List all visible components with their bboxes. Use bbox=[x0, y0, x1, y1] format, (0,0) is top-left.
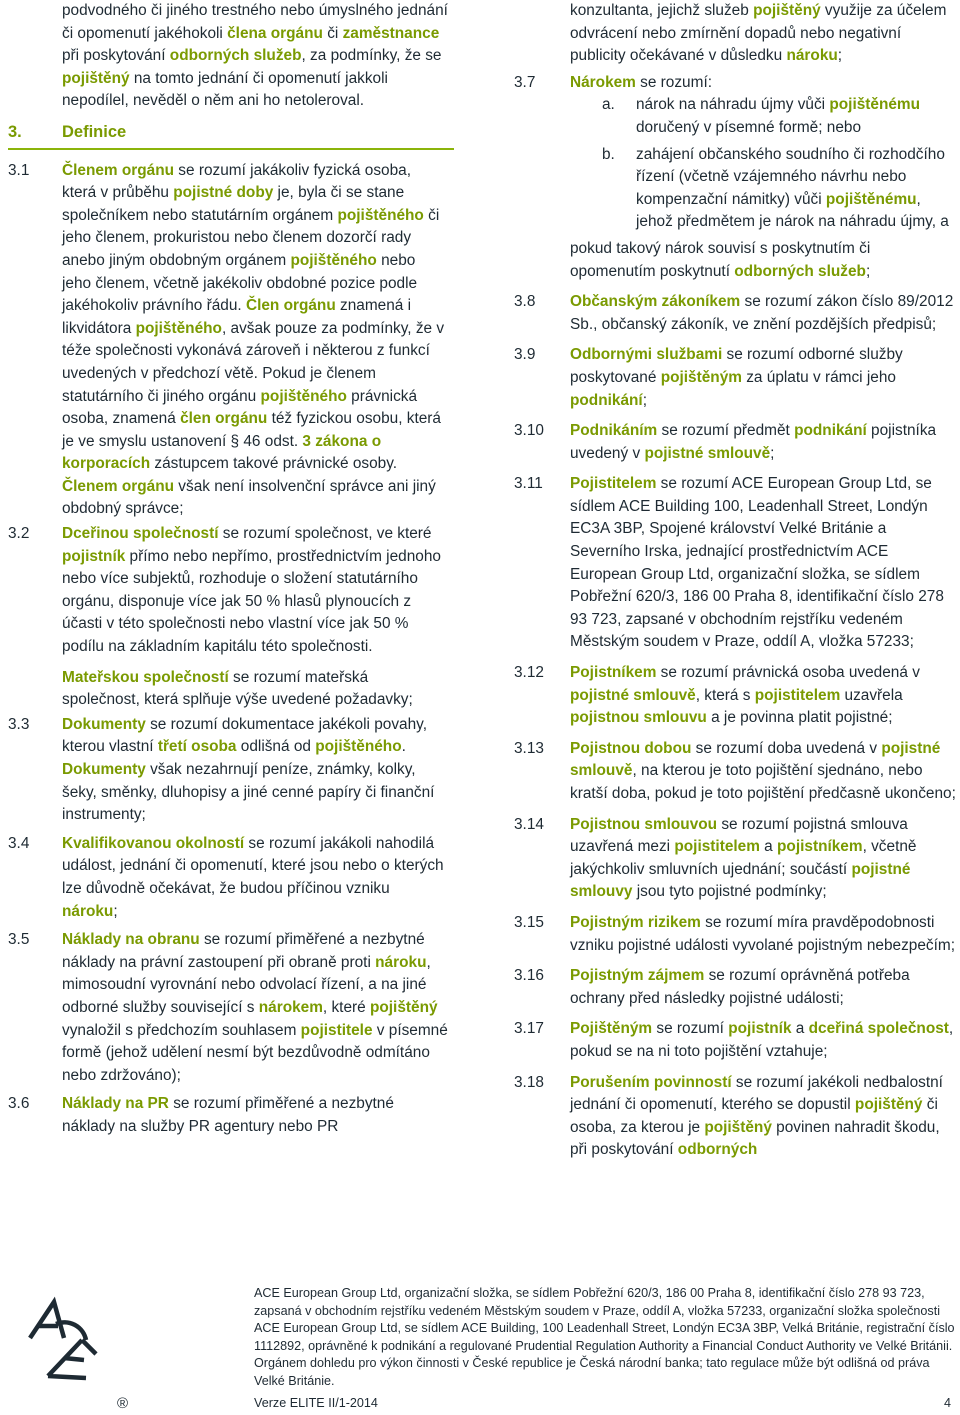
text-run: se rozumí oprávněná potřeba ochrany před následky pojistné události; bbox=[570, 967, 910, 1007]
defined-term: odborných služeb bbox=[169, 47, 302, 65]
defined-term: nároku bbox=[786, 47, 838, 65]
defined-term: Mateřskou společností bbox=[62, 668, 229, 686]
subitem-letter: b. bbox=[602, 145, 615, 163]
text-run: se rozumí dokumentace jakékoli povahy, kterou vlastní bbox=[62, 715, 427, 756]
item-number: 3.14 bbox=[514, 815, 544, 833]
definition-item bbox=[8, 1093, 448, 1138]
definition-item bbox=[514, 814, 956, 904]
defined-term: Pojištěným bbox=[570, 1020, 653, 1038]
text-run: , včetně jakýchkoliv smluvních ujednání; součástí bbox=[570, 838, 917, 878]
item-number: 3.11 bbox=[514, 475, 543, 493]
item-number: 3.1 bbox=[8, 161, 30, 179]
text-run: , na kterou je toto pojištění sjednáno, nebo kratší doba, pokud je toto pojištění předčasně ukončeno; bbox=[570, 762, 956, 802]
defined-term: Pojistníkem bbox=[570, 664, 657, 682]
defined-term: pojištěný bbox=[62, 69, 130, 87]
text-run: a bbox=[791, 1020, 809, 1038]
text-run: jsou tyto pojistné podmínky; bbox=[632, 883, 827, 901]
item-number: 3.16 bbox=[514, 967, 544, 985]
defined-term: zaměstnance bbox=[342, 24, 440, 42]
defined-term: Dokumenty bbox=[62, 761, 146, 778]
defined-term: Pojistnou smlouvou bbox=[570, 815, 718, 833]
text-run: nárok na náhradu újmy vůči bbox=[636, 96, 830, 114]
defined-term: pojistník bbox=[62, 547, 126, 565]
footer-company-info: ACE European Group Ltd, organizační složka, se sídlem Pobřežní 620/3, 186 00 Praha 8, identifikační číslo 278 93 723, zapsaná v obchodním rejstříku vedeném Městským soudem v Praze, oddíl A, vložka 57233, organizační složka společnosti ACE European Group Ltd, se sídlem ACE Building, 100 Leadenhall Street, Londýn EC3A 3BP, Velká Británie, registrační číslo 1112892, oprávněné k podnikání a regulované Prudential Regulation Authority a Financial Conduct Authority ve Velké Británii. Orgánem dohledu pro výkon činnosti v České republice je Česká národní banka; tato regulace může být odlišná od práva Velké Británie. bbox=[254, 1286, 955, 1388]
definition-item bbox=[514, 738, 956, 806]
item-number: 3.4 bbox=[8, 834, 30, 852]
text-run: právnická osoba, znamená bbox=[62, 387, 418, 428]
defined-term: pojištěného bbox=[260, 387, 347, 405]
defined-term: Náklady na PR bbox=[62, 1095, 169, 1113]
definition-item bbox=[514, 72, 956, 95]
item-3-7-tail bbox=[514, 238, 956, 283]
text-run: se rozumí odborné služby poskytované bbox=[570, 346, 903, 386]
item-text bbox=[570, 738, 956, 806]
section-heading bbox=[8, 121, 448, 144]
text-run: ; bbox=[865, 262, 871, 280]
text-run: však nezahrnují peníze, známky, kolky, šeky, směnky, dluhopisy a jiné cenné papíry či finanční instrumenty; bbox=[62, 761, 435, 824]
defined-term: Pojistnou dobou bbox=[570, 739, 692, 757]
definition-item bbox=[8, 160, 448, 522]
defined-term: Porušením povinností bbox=[570, 1073, 732, 1091]
defined-term: pojistné smlouvě bbox=[644, 444, 771, 462]
definition-item bbox=[514, 344, 956, 412]
definition-item bbox=[8, 929, 448, 1087]
text-run: se rozumí zákon číslo 89/2012 Sb., občanský zákoník, ve znění pozdějších předpisů; bbox=[570, 293, 954, 333]
defined-term: pojistitelem bbox=[674, 838, 760, 856]
defined-term: člen orgánu bbox=[180, 410, 268, 428]
definition-item bbox=[8, 523, 448, 659]
subitem bbox=[514, 144, 956, 234]
item-text bbox=[570, 912, 956, 957]
item-text bbox=[62, 523, 448, 659]
item-text bbox=[570, 291, 956, 336]
item-number: 3.15 bbox=[514, 913, 544, 931]
defined-term: Členem orgánu bbox=[62, 477, 175, 495]
item-text bbox=[62, 929, 448, 1087]
item-text bbox=[570, 473, 956, 654]
defined-term: Dokumenty bbox=[62, 715, 146, 733]
defined-term: pojištěného bbox=[290, 251, 377, 269]
text-run: povinen nahradit škodu, při poskytování bbox=[570, 1118, 940, 1159]
defined-term: třetí osoba bbox=[157, 738, 237, 756]
text-run: při poskytování bbox=[62, 47, 170, 65]
defined-term: Pojistným zájmem bbox=[570, 967, 705, 985]
item-number: 3.2 bbox=[8, 525, 30, 543]
item-number: 3.8 bbox=[514, 293, 536, 311]
defined-term: pojištěným bbox=[660, 368, 742, 386]
text-run: je, byla či se stane společníkem nebo statutárním orgánem bbox=[62, 184, 405, 224]
text-run: však není insolvenční správce ani jiný obdobný správce; bbox=[62, 477, 436, 518]
item-number: 3.6 bbox=[8, 1095, 30, 1113]
definition-item bbox=[8, 833, 448, 923]
right-items-list bbox=[514, 291, 956, 1162]
text-run: zástupcem takové právnické osoby. bbox=[150, 455, 398, 473]
registered-mark: ® bbox=[117, 1395, 129, 1412]
defined-term: pojištěného bbox=[135, 319, 222, 337]
item-number: 3.9 bbox=[514, 346, 536, 364]
text-run: se rozumí ACE European Group Ltd, se sídlem ACE Building 100, Leadenhall Street, Londýn EC3A 3BP, Spojené království Velké Británie a Severního Irska, jednající prostřednictvím ACE European Group Ltd, organizační složka, se sídlem Pobřežní 620/3, 186 00 Praha 8, identifikační číslo 278 93 723, zapsané v obchodním rejstříku vedeném Městským soudem v Praze, oddíl A, vložka 57233; bbox=[570, 475, 944, 651]
item-text bbox=[62, 160, 448, 522]
defined-term: nárokem bbox=[258, 998, 323, 1016]
item-text bbox=[62, 833, 448, 923]
text-run: či osoba, za kterou je bbox=[570, 1096, 938, 1136]
text-run: se rozumí jakákoli nahodilá událost, jednání či opomenutí, které jsou nebo o kterých lze důvodně očekávat, že budou příčinou vzniku bbox=[62, 834, 444, 897]
defined-term: pojistné smlouvě bbox=[570, 686, 696, 704]
text-run: ; bbox=[642, 391, 647, 409]
defined-term: Dceřinou společností bbox=[62, 525, 219, 543]
definition-item bbox=[514, 912, 956, 957]
text-run: se rozumí jakákoliv fyzická osoba, která v průběhu bbox=[62, 161, 411, 202]
text-run: se rozumí společnost, ve které bbox=[218, 525, 432, 543]
text-run: se rozumí mateřská společnost, která splňuje výše uvedené požadavky; bbox=[62, 668, 413, 709]
text-run: . bbox=[401, 738, 406, 756]
subitem-text bbox=[636, 144, 956, 234]
defined-term: pojištěnému bbox=[825, 190, 917, 208]
item-number: 3.17 bbox=[514, 1020, 544, 1038]
text-run: nebo jeho členem, včetně jakékoliv obdobné pozice podle jakéhokoliv právního řádu. bbox=[62, 251, 418, 315]
text-run: se rozumí míra pravděpodobnosti vzniku pojistné události vyvolané pojistným nebezpečím; bbox=[570, 913, 955, 954]
defined-term: Občanským zákoníkem bbox=[570, 293, 741, 311]
text-run: či jeho členem, prokuristou nebo členem dozorčí rady anebo jiným obdobným orgánem bbox=[62, 206, 440, 269]
right-intro-paragraph bbox=[514, 0, 956, 68]
left-intro-paragraph bbox=[8, 0, 448, 113]
text-run: se rozumí právnická osoba uvedená v bbox=[656, 664, 920, 682]
item-number: 3.3 bbox=[8, 715, 30, 733]
defined-term: odborných služeb bbox=[734, 262, 866, 280]
defined-term: 3 zákona o korporacích bbox=[62, 432, 382, 473]
text-run: se rozumí jakékoli nedbalostní jednání či opomenutí, kterého se dopustil bbox=[570, 1073, 943, 1114]
defined-term: Nárokem bbox=[570, 73, 636, 91]
item-number: 3.10 bbox=[514, 422, 544, 440]
defined-term: pojistníkem bbox=[777, 838, 863, 856]
text-run: přímo nebo nepřímo, prostřednictvím jednoho nebo více subjektů, rozhoduje o složení statutárního orgánu, disponuje více jak 50 % hlasů plynoucích z účasti v této společnosti nebo vlastní více jak 50 % podílu na základním kapitálu této společnosti. bbox=[62, 547, 441, 656]
text-run: , které bbox=[322, 998, 370, 1016]
defined-term: pojištěný bbox=[753, 2, 821, 19]
text-run: konzultanta, jejichž služeb bbox=[570, 2, 754, 19]
text-run: , avšak pouze za podmínky, že v téže společnosti vykonává zároveň i některou z funkcí uvedených v předchozí větě. Pokud je členem statutárního či jiného orgánu bbox=[62, 319, 445, 405]
section-title: Definice bbox=[62, 122, 127, 141]
text-run: pojistníka uvedený v bbox=[570, 422, 937, 462]
text-run: se rozumí doba uvedená v bbox=[691, 739, 882, 757]
item-number: 3.18 bbox=[514, 1073, 544, 1091]
text-run: uzavřela bbox=[840, 686, 903, 704]
defined-term: Podnikáním bbox=[570, 422, 658, 440]
item-text bbox=[62, 714, 448, 827]
text-run: se rozumí předmět bbox=[657, 422, 795, 440]
text-run: , která s bbox=[695, 686, 755, 704]
text-run: znamená i likvidátora bbox=[62, 297, 412, 337]
defined-term: Pojistným rizikem bbox=[570, 913, 701, 931]
item-number: 3.5 bbox=[8, 931, 30, 949]
definition-item bbox=[514, 1072, 956, 1162]
subitem-text bbox=[636, 94, 956, 139]
text-run: se rozumí přiměřené a nezbytné náklady na služby PR agentury nebo PR bbox=[62, 1095, 394, 1135]
defined-term: pojistné smlouvy bbox=[570, 860, 911, 901]
defined-term: pojištěný bbox=[854, 1096, 923, 1114]
text-run: ; bbox=[113, 902, 118, 920]
defined-term: pojištěného bbox=[337, 206, 424, 224]
text-run: a bbox=[759, 838, 778, 856]
item-number: 3.12 bbox=[514, 664, 544, 682]
text-run: , mimosoudní vyrovnání nebo odvolací řízení, a na jiné odborné služby související s bbox=[62, 953, 431, 1016]
text-run: se rozumí: bbox=[635, 73, 712, 91]
definition-item bbox=[514, 662, 956, 730]
item-text bbox=[570, 965, 956, 1010]
text-run: se rozumí přiměřené a nezbytné náklady na právní zastoupení při obraně proti bbox=[62, 931, 425, 971]
left-column bbox=[8, 0, 448, 1139]
defined-term: podnikání bbox=[794, 422, 867, 440]
defined-term: pojištěného bbox=[315, 738, 402, 756]
definition-item bbox=[8, 714, 448, 827]
defined-term: Odbornými službami bbox=[570, 346, 723, 364]
right-column bbox=[514, 0, 956, 1162]
item-text bbox=[570, 1072, 956, 1162]
defined-term: Kvalifikovanou okolností bbox=[62, 834, 245, 852]
item-text bbox=[570, 72, 956, 95]
page-number: 4 bbox=[944, 1396, 952, 1410]
definition-item bbox=[514, 291, 956, 336]
definition-item bbox=[514, 420, 956, 465]
defined-term: Člen orgánu bbox=[245, 297, 336, 315]
text-run: ; bbox=[770, 444, 775, 462]
text-run: zahájení občanského soudního či rozhodčího řízení (včetně vzájemného návrhu nebo kompenzační námitky) vůči bbox=[636, 145, 945, 208]
footer-bar bbox=[0, 1396, 960, 1414]
version-label: Verze ELITE II/1-2014 bbox=[254, 1396, 378, 1410]
defined-term: Členem orgánu bbox=[62, 161, 175, 179]
subitem-letter: a. bbox=[602, 96, 615, 114]
definition-item bbox=[514, 473, 956, 654]
defined-term: Pojistitelem bbox=[570, 475, 657, 493]
text-run: doručený v písemné formě; nebo bbox=[636, 118, 861, 136]
text-run: ; bbox=[837, 47, 843, 65]
defined-term: pojistné doby bbox=[173, 184, 274, 202]
text-run: pokud takový nárok souvisí s poskytnutím či opomenutím poskytnutí bbox=[570, 239, 871, 280]
text-run: odlišná od bbox=[236, 738, 316, 756]
item-text bbox=[570, 814, 956, 904]
section-rule bbox=[8, 148, 454, 150]
defined-term: pojistitelem bbox=[754, 686, 841, 704]
text-run: a je povinna platit pojistné; bbox=[706, 709, 893, 727]
text-run: , pokud se na ni toto pojištění vztahuje; bbox=[570, 1020, 954, 1060]
defined-term: Náklady na obranu bbox=[62, 931, 200, 949]
defined-term: nároku bbox=[375, 953, 427, 971]
item-number: 3.7 bbox=[514, 73, 536, 91]
defined-term: pojistné smlouvě bbox=[570, 739, 941, 780]
definition-item bbox=[514, 965, 956, 1010]
defined-term: podnikání bbox=[570, 391, 643, 409]
defined-term: dceřiná společnost bbox=[808, 1020, 949, 1038]
defined-term: pojištěný bbox=[369, 998, 438, 1016]
text-run: se rozumí pojistná smlouva uzavřená mezi bbox=[570, 815, 908, 856]
text-run: za úplatu v rámci jeho bbox=[741, 368, 896, 386]
text-run: v písemné formě (jehož udělení nesmí být bezdůvodně odmítáno nebo zdržováno); bbox=[62, 1021, 448, 1084]
item-text bbox=[62, 1093, 448, 1138]
defined-term: pojistník bbox=[728, 1020, 792, 1038]
definition-item bbox=[514, 1018, 956, 1063]
text-run: či bbox=[322, 24, 343, 42]
item-text bbox=[570, 420, 956, 465]
item-number: 3.13 bbox=[514, 739, 544, 757]
defined-term: pojištěný bbox=[704, 1118, 772, 1136]
item-text bbox=[570, 662, 956, 730]
ace-logo bbox=[12, 1288, 112, 1392]
text-run: se rozumí bbox=[652, 1020, 729, 1038]
defined-term: pojištěnému bbox=[829, 96, 921, 114]
item-3-2-extra bbox=[8, 667, 448, 712]
item-text bbox=[570, 1018, 956, 1063]
section-number: 3. bbox=[8, 122, 22, 141]
text-run: na tomto jednání či opomenutí jakkoli nepodílel, nevěděl o něm ani ho netoleroval. bbox=[62, 69, 388, 110]
text-run: , jehož předmětem je nárok na náhradu újmy, a bbox=[636, 190, 949, 231]
subitem bbox=[514, 94, 956, 139]
text-run: vynaložil s předchozím souhlasem bbox=[62, 1021, 301, 1039]
item-text bbox=[570, 344, 956, 412]
text-run: též fyzickou osobu, která je ve smyslu ustanovení § 46 odst. bbox=[62, 410, 441, 450]
defined-term: odborných bbox=[677, 1141, 758, 1159]
defined-term: pojistitele bbox=[300, 1021, 373, 1039]
text-run: podvodného či jiného trestného nebo úmyslného jednání či opomenutí jakéhokoli bbox=[62, 2, 448, 42]
defined-term: člena orgánu bbox=[227, 24, 323, 42]
text-run: využije za účelem odvrácení nebo zmírnění dopadů nebo negativní publicity očekávané v důsledku bbox=[570, 2, 947, 65]
defined-term: pojistnou smlouvu bbox=[570, 709, 707, 727]
defined-term: nároku bbox=[62, 902, 114, 920]
text-run: , za podmínky, že se bbox=[301, 47, 442, 65]
